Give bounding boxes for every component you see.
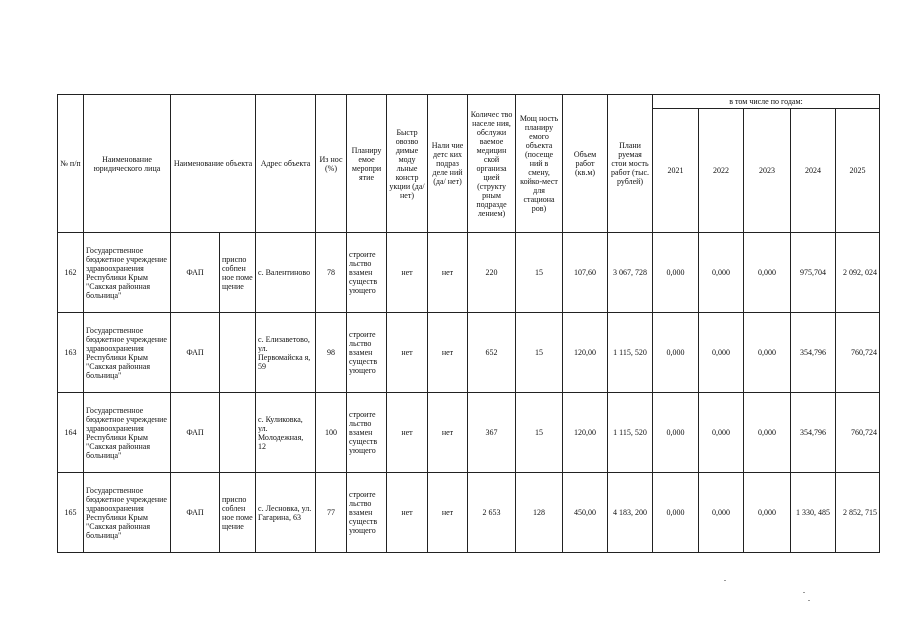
- row-wear: 100: [316, 393, 347, 473]
- row-population: 652: [468, 313, 516, 393]
- row-population: 2 653: [468, 473, 516, 553]
- table-row: [58, 473, 880, 553]
- header-year-2025: 2025: [836, 109, 880, 233]
- row-object-type: ФАП: [171, 313, 220, 393]
- header-legal-name: Наименование юридического лица: [84, 95, 171, 233]
- header-year-2023: 2023: [744, 109, 791, 233]
- row-wear: 78: [316, 233, 347, 313]
- row-2021: 0,000: [653, 233, 699, 313]
- row-capacity: 15: [516, 313, 563, 393]
- row-2022: 0,000: [699, 233, 744, 313]
- header-years-group: в том числе по годам:: [653, 95, 880, 109]
- row-2022: 0,000: [699, 393, 744, 473]
- row-premises: [220, 393, 256, 473]
- table-row: [58, 393, 880, 473]
- row-legal-name: Государственное бюджетное учреждение здравоохранения Республики Крым "Сакская районная больница": [84, 313, 171, 393]
- row-modular: нет: [387, 393, 428, 473]
- header-cost: Плани руемая стои мость работ (тыс. рублей): [608, 95, 653, 233]
- row-premises: приспо соблен ное поме щение: [220, 473, 256, 553]
- row-object-type: ФАП: [171, 473, 220, 553]
- row-capacity: 128: [516, 473, 563, 553]
- row-2025: 760,724: [836, 393, 880, 473]
- row-cost: 3 067, 728: [608, 233, 653, 313]
- document-page: [57, 94, 880, 553]
- row-premises: [220, 313, 256, 393]
- header-children: Нали чие детс ких подраз деле ний (да/ нет): [428, 95, 468, 233]
- row-volume: 107,60: [563, 233, 608, 313]
- row-capacity: 15: [516, 233, 563, 313]
- row-legal-name: Государственное бюджетное учреждение здравоохранения Республики Крым "Сакская районная больница": [84, 233, 171, 313]
- row-legal-name: Государственное бюджетное учреждение здравоохранения Республики Крым "Сакская районная больница": [84, 473, 171, 553]
- row-object-type: ФАП: [171, 233, 220, 313]
- header-volume: Объем работ (кв.м): [563, 95, 608, 233]
- row-2024: 1 330, 485: [791, 473, 836, 553]
- row-event: строите льство взамен существ ующего: [347, 233, 387, 313]
- row-2022: 0,000: [699, 313, 744, 393]
- row-modular: нет: [387, 233, 428, 313]
- row-volume: 120,00: [563, 313, 608, 393]
- row-2021: 0,000: [653, 473, 699, 553]
- row-address: с. Елизаветово, ул. Первомайска я, 59: [256, 313, 316, 393]
- header-year-2024: 2024: [791, 109, 836, 233]
- row-num: 164: [58, 393, 84, 473]
- row-2024: 354,796: [791, 313, 836, 393]
- row-population: 220: [468, 233, 516, 313]
- row-2024: 975,704: [791, 233, 836, 313]
- row-cost: 1 115, 520: [608, 393, 653, 473]
- header-object-name: Наименование объекта: [171, 95, 256, 233]
- row-event: строите льство взамен существ ующего: [347, 473, 387, 553]
- row-population: 367: [468, 393, 516, 473]
- header-year-2021: 2021: [653, 109, 699, 233]
- table-row: [58, 313, 880, 393]
- row-2024: 354,796: [791, 393, 836, 473]
- row-2023: 0,000: [744, 473, 791, 553]
- row-volume: 450,00: [563, 473, 608, 553]
- row-2023: 0,000: [744, 233, 791, 313]
- header-year-2022: 2022: [699, 109, 744, 233]
- scan-speck: [724, 580, 726, 581]
- scan-speck: [808, 600, 810, 601]
- header-capacity: Мощ ность планиру емого объекта (посеще ний в смену, койко-мест для стациона ров): [516, 95, 563, 233]
- header-population: Количес тво населе ния, обслужи ваемое медицин ской организа цией (структу рным подразде лением): [468, 95, 516, 233]
- row-address: с. Валентиново: [256, 233, 316, 313]
- row-num: 165: [58, 473, 84, 553]
- header-address: Адрес объекта: [256, 95, 316, 233]
- row-wear: 77: [316, 473, 347, 553]
- row-cost: 4 183, 200: [608, 473, 653, 553]
- row-2025: 2 092, 024: [836, 233, 880, 313]
- header-wear: Из нос (%): [316, 95, 347, 233]
- row-2025: 760,724: [836, 313, 880, 393]
- row-capacity: 15: [516, 393, 563, 473]
- row-2022: 0,000: [699, 473, 744, 553]
- row-address: с. Куликовка, ул. Молодежная, 12: [256, 393, 316, 473]
- row-children: нет: [428, 393, 468, 473]
- row-num: 163: [58, 313, 84, 393]
- scan-speck: [803, 592, 805, 593]
- row-2023: 0,000: [744, 313, 791, 393]
- row-2025: 2 852, 715: [836, 473, 880, 553]
- row-children: нет: [428, 313, 468, 393]
- row-object-type: ФАП: [171, 393, 220, 473]
- row-2023: 0,000: [744, 393, 791, 473]
- row-legal-name: Государственное бюджетное учреждение здравоохранения Республики Крым "Сакская районная больница": [84, 393, 171, 473]
- row-wear: 98: [316, 313, 347, 393]
- header-planned-event: Планиру емое меропри ятие: [347, 95, 387, 233]
- row-event: строите льство взамен существ ующего: [347, 393, 387, 473]
- row-volume: 120,00: [563, 393, 608, 473]
- row-premises: приспо собпен ное поме щение: [220, 233, 256, 313]
- row-num: 162: [58, 233, 84, 313]
- row-address: с. Лесновка, ул. Гагарина, 63: [256, 473, 316, 553]
- row-children: нет: [428, 473, 468, 553]
- row-children: нет: [428, 233, 468, 313]
- row-modular: нет: [387, 313, 428, 393]
- row-modular: нет: [387, 473, 428, 553]
- row-2021: 0,000: [653, 393, 699, 473]
- header-modular: Быстр овозво димые моду льные констр укции (да/ нет): [387, 95, 428, 233]
- row-2021: 0,000: [653, 313, 699, 393]
- table-row: [58, 233, 880, 313]
- row-event: строите льство взамен существ ующего: [347, 313, 387, 393]
- row-cost: 1 115, 520: [608, 313, 653, 393]
- program-table: [57, 94, 880, 553]
- header-num: № п/п: [58, 95, 84, 233]
